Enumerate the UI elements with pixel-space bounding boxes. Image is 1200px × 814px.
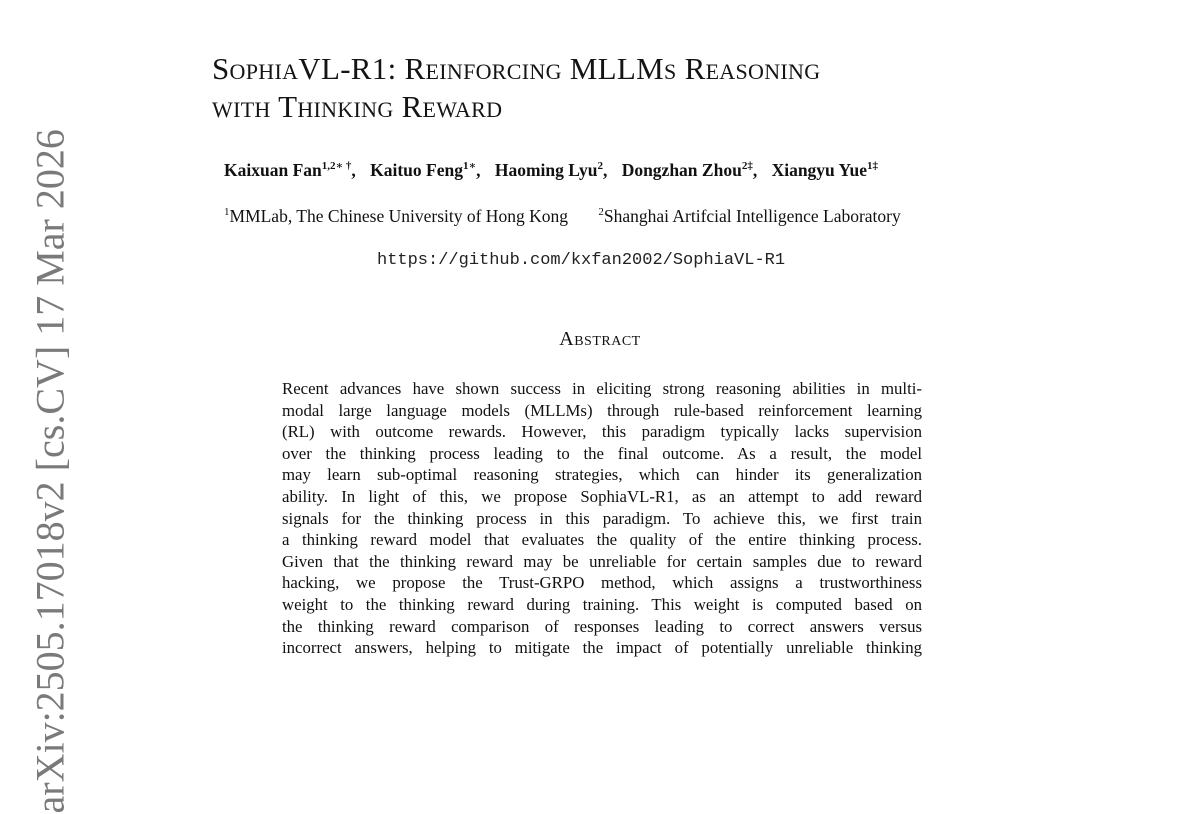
- author: Xiangyu Yue$^{1\ddagger}$: [771, 160, 879, 180]
- abstract-line: the thinking reward comparison of responses leading to correct answers versus: [282, 616, 922, 636]
- abstract-line: a thinking reward model that evaluates the quality of the entire thinking process.: [282, 530, 922, 550]
- abstract-line: Given that the thinking reward may be unreliable for certain samples due to reward: [282, 551, 922, 571]
- abstract-body: [282, 378, 922, 659]
- abstract-line: over the thinking process leading to the final outcome. As a result, the model: [282, 443, 922, 463]
- paper-title: [212, 50, 820, 126]
- author: Kaituo Feng$^{1∗}$,: [370, 160, 481, 180]
- abstract-line: incorrect answers, helping to mitigate the impact of potentially unreliable thinking: [282, 638, 922, 658]
- author-list: [224, 160, 888, 181]
- arxiv-side-stamp: arXiv:2505.17018v2 [cs.CV] 17 Mar 2026: [27, 129, 73, 814]
- repo-link[interactable]: https://github.com/kxfan2002/SophiaVL-R1: [377, 251, 786, 270]
- author: Kaixuan Fan$^{1,2∗ \dagger}$,: [224, 160, 356, 180]
- abstract-line: (RL) with outcome rewards. However, this paradigm typically lacks supervision: [282, 422, 922, 442]
- abstract-line: Recent advances have shown success in eliciting strong reasoning abilities in multi-: [282, 379, 922, 398]
- abstract-line: weight to the thinking reward during training. This weight is computed based on: [282, 594, 922, 614]
- author: Haoming Lyu$^2$,: [494, 160, 608, 180]
- abstract-line: ability. In light of this, we propose SophiaVL-R1, as an attempt to add reward: [282, 486, 922, 506]
- abstract-heading: Abstract: [559, 328, 641, 350]
- affiliation: $^1$MMLab, The Chinese University of Hong Kong: [224, 206, 568, 226]
- affiliation-list: [224, 206, 927, 227]
- affiliation: $^2$Shanghai Artifcial Intelligence Laboratory: [598, 206, 901, 226]
- title-line-2: with Thinking Reward: [212, 89, 503, 124]
- abstract-line: modal large language models (MLLMs) through rule-based reinforcement learning: [282, 400, 922, 420]
- abstract-line: signals for the thinking process in this paradigm. To achieve this, we first train: [282, 508, 922, 528]
- author: Dongzhan Zhou$^{2\ddagger}$,: [621, 160, 758, 180]
- title-line-1: SophiaVL-R1: Reinforcing MLLMs Reasoning: [212, 51, 821, 86]
- abstract-line: may learn sub-optimal reasoning strategies, which can hinder its generalization: [282, 465, 922, 485]
- abstract-line: hacking, we propose the Trust-GRPO method, which assigns a trustworthiness: [282, 573, 922, 593]
